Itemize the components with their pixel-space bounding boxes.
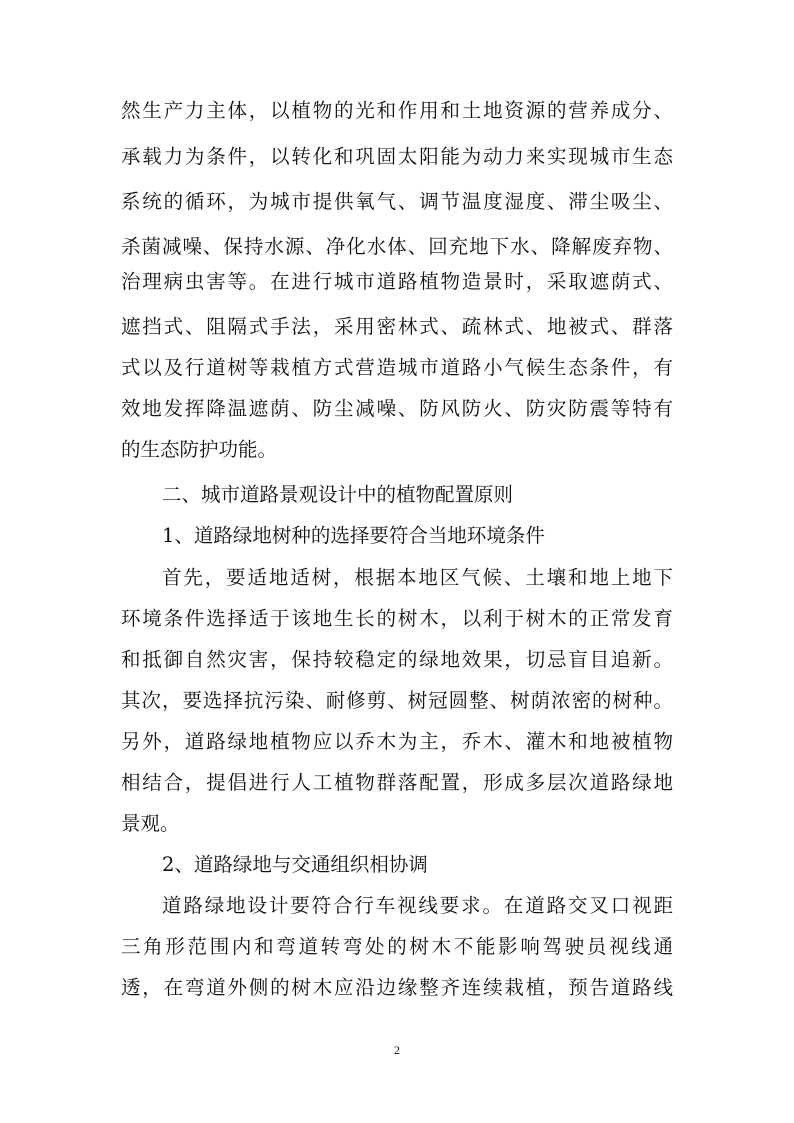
body-text-line: 透，在弯道外侧的树木应沿边缘整齐连续栽植，预告道路线 [121, 976, 673, 999]
body-text-line: 另外，道路绿地植物应以乔木为主，乔木、灌木和地被植物 [121, 730, 673, 753]
body-text-line: 道路绿地设计要符合行车视线要求。在道路交叉口视距 [162, 894, 673, 917]
body-text-line: 景观。 [121, 812, 180, 835]
body-text-line: 三角形范围内和弯道转弯处的树木不能影响驾驶员视线通 [121, 935, 673, 958]
body-text-line: 承载力为条件，以转化和巩固太阳能为动力来实现城市生态 [121, 145, 673, 168]
subsection-heading: 1、道路绿地树种的选择要符合当地环境条件 [162, 524, 545, 547]
body-text-line: 遮挡式、阻隔式手法，采用密林式、疏林式、地被式、群落 [121, 315, 673, 338]
page-number: 2 [394, 1043, 400, 1057]
body-text-line: 治理病虫害等。在进行城市道路植物造景时，采取遮荫式、 [121, 270, 673, 293]
body-text-line: 然生产力主体，以植物的光和作用和土地资源的营养成分、 [121, 99, 673, 122]
body-text-line: 首先，要适地适树，根据本地区气候、土壤和地上地下 [162, 566, 673, 589]
body-text-line: 的生态防护功能。 [121, 438, 278, 461]
subsection-heading: 2、道路绿地与交通组织相协调 [162, 853, 428, 876]
body-text-line: 相结合，提倡进行人工植物群落配置，形成多层次道路绿地 [121, 771, 673, 794]
body-text-line: 环境条件选择适于该地生长的树木，以利于树木的正常发育 [121, 607, 673, 630]
body-text-line: 效地发挥降温遮荫、防尘减噪、防风防火、防灾防震等特有 [121, 397, 673, 420]
body-text-line: 杀菌减噪、保持水源、净化水体、回充地下水、降解废弃物、 [121, 235, 673, 258]
body-text-line: 系统的循环，为城市提供氧气、调节温度湿度、滞尘吸尘、 [121, 190, 673, 213]
body-text-line: 其次，要选择抗污染、耐修剪、树冠圆整、树荫浓密的树种。 [121, 689, 673, 712]
section-heading: 二、城市道路景观设计中的植物配置原则 [162, 483, 514, 506]
body-text-line: 式以及行道树等栽植方式营造城市道路小气候生态条件，有 [121, 356, 673, 379]
body-text-line: 和抵御自然灾害，保持较稳定的绿地效果，切忌盲目追新。 [121, 648, 673, 671]
